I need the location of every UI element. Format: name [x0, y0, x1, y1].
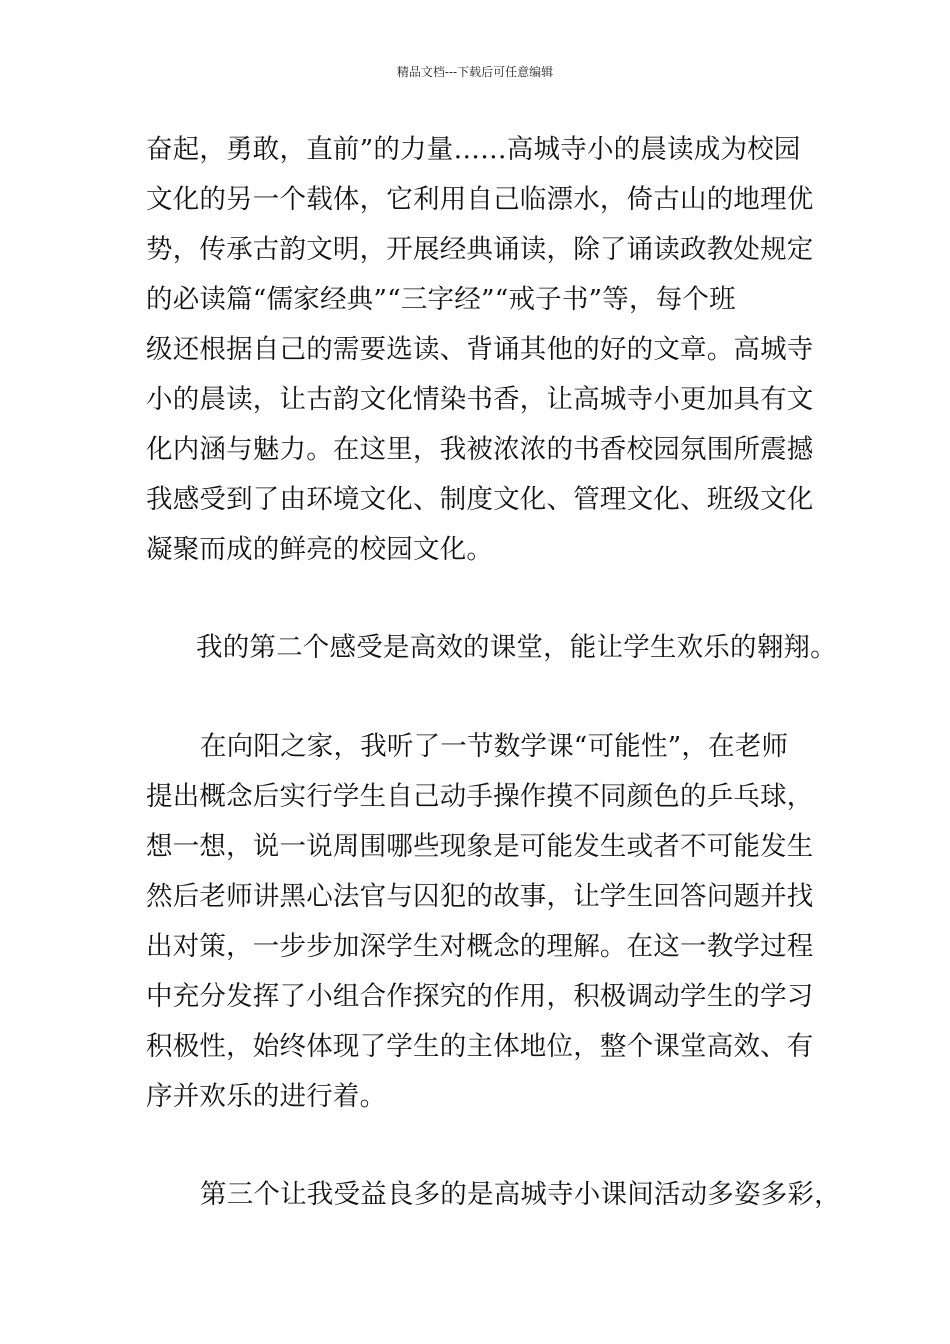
page-header: 精品文档---下载后可任意编辑 [396, 65, 554, 79]
text-line: 文化的另一个载体，它利用自己临漂水，倚古山的地理优 [146, 184, 814, 215]
text-line: 出对策，一步步加深学生对概念的理解。在这一教学过程 [146, 931, 814, 962]
text-line: 中充分发挥了小组合作探究的作用，积极调动学生的学习 [146, 981, 814, 1012]
text-line: 化内涵与魅力。在这里，我被浓浓的书香校园氛围所震撼 [146, 434, 814, 465]
text-line: 级还根据自己的需要选读、背诵其他的好的文章。高城寺 [146, 334, 814, 365]
text-line: 凝聚而成的鲜亮的校园文化。 [146, 534, 494, 565]
text-line: 序并欢乐的进行着。 [146, 1081, 387, 1112]
text-line: 小的晨读，让古韵文化情染书香，让高城寺小更加具有文 [146, 384, 814, 415]
text-line: 然后老师讲黑心法官与囚犯的故事，让学生回答问题并找 [146, 881, 814, 912]
text-line: 我感受到了由环境文化、制度文化、管理文化、班级文化 [146, 484, 814, 515]
text-line: 奋起，勇敢，直前”的力量……高城寺小的晨读成为校园 [146, 134, 801, 165]
text-line: 提出概念后实行学生自己动手操作摸不同颜色的乒乓球， [146, 781, 814, 812]
paragraph-opening-line: 第三个让我受益良多的是高城寺小课间活动多姿多彩， [200, 1179, 841, 1210]
text-line: 的必读篇“儒家经典”“三字经”“戒子书”等，每个班 [146, 284, 736, 315]
text-line: 积极性，始终体现了学生的主体地位，整个课堂高效、有 [146, 1031, 814, 1062]
paragraph-opening-line: 我的第二个感受是高效的课堂，能让学生欢乐的翱翔。 [196, 632, 837, 663]
text-line: 想一想，说一说周围哪些现象是可能发生或者不可能发生 [146, 831, 814, 862]
paragraph-opening-line: 在向阳之家，我听了一节数学课“可能性”，在老师 [200, 731, 789, 762]
text-line: 势，传承古韵文明，开展经典诵读，除了诵读政教处规定 [146, 234, 814, 265]
